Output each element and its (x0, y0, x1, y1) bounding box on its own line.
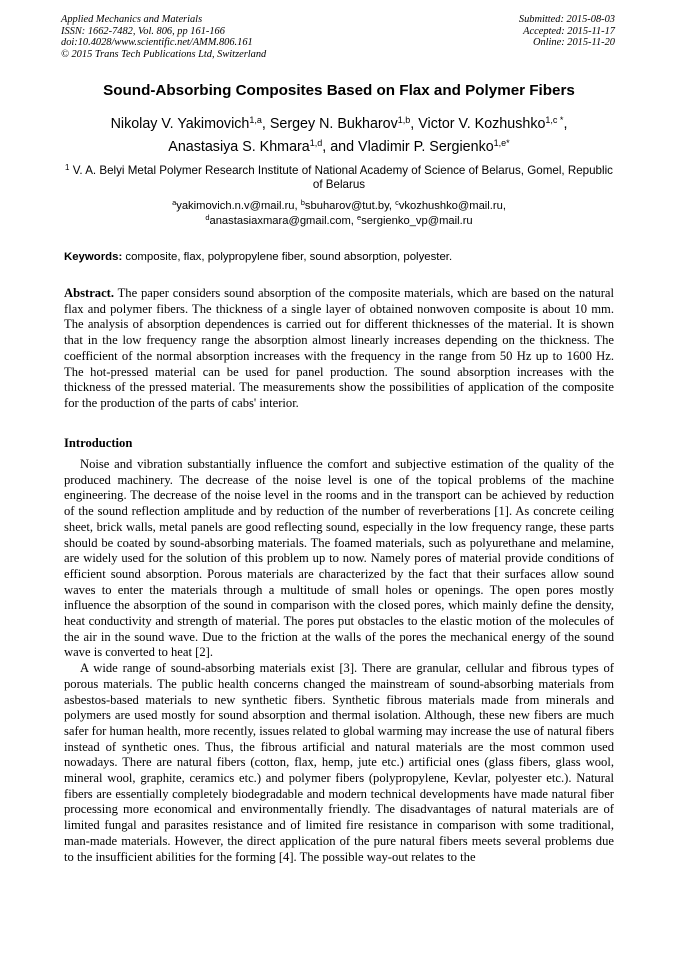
author-affiliation-mark: 1,b (397, 115, 411, 125)
author-name: Anastasiya S. Khmara (168, 139, 310, 155)
introduction-body (64, 457, 614, 865)
email-address: sergienko_vp@mail.ru (361, 214, 473, 227)
author-affiliation-mark: 1,e* (493, 138, 510, 148)
email-line-2 (60, 214, 618, 229)
keywords-label: Keywords: (64, 251, 123, 263)
journal-issn: ISSN: 1662-7482, Vol. 806, pp 161-166 (61, 25, 225, 37)
author-line-1 (30, 113, 648, 136)
introduction-paragraph: A wide range of sound-absorbing materials exist [3]. There are granular, cellular and fibrous types of porous materials. The public health concerns changed the mainstream of sound-absorbing materials from asbestos-based materials to new synthetic fibers. Synthetic fibrous materials made from minerals and polymers are used mostly for sound absorption and thermal isolation. Although, these new fibers are much safer for human health, more recently, issues related to global warming may increase the use of natural fibers instead of synthetic ones. Thus, the fibrous artificial and natural materials are the most common used nowadays. There are natural fibers (cotton, flax, hemp, jute etc.) artificial ones (glass fibers, glass wool, mineral wool, graphite, ceramics etc.) and polymer fibers (polypropylene, Kevlar, polyester etc.). Natural fibers are essentially completely biodegradable and modern technical developments have made natural fiber processing more economical and environmentally friendly. The disadvantages of natural materials are of limited fungal and parasites resistance and of limited fire resistance in comparison with some traditional, man-made materials. However, the direct application of the pure natural fibers meets several problems due to the insufficient abilities for the forming [4]. The possible way-out relates to the (64, 661, 614, 864)
author-affiliation-mark: 1,a (249, 115, 262, 125)
author-name: Vladimir P. Sergienko (358, 139, 494, 155)
author-separator: , and (322, 139, 359, 155)
email-mark: b (300, 198, 305, 207)
abstract (64, 286, 614, 412)
author-separator: , (261, 116, 270, 132)
keywords-text: composite, flax, polypropylene fiber, sound absorption, polyester. (122, 251, 453, 263)
author-line-2 (30, 136, 648, 159)
email-mark: a (172, 198, 177, 207)
abstract-label: Abstract. (64, 286, 115, 300)
submission-dates (395, 14, 615, 49)
email-mark: c (395, 198, 399, 207)
email-mark: d (205, 212, 210, 222)
introduction-paragraph: Noise and vibration substantially influence the comfort and subjective estimation of the quality of the produced machinery. The decrease of the noise level is one of the topical problems of the machine engineering. The decrease of the noise level in the rooms and in the transport can be achieved by reduction of the sound reflection amplitude and by reduction of the number of reverberations [1]. As concrete ceiling sheet, brick walls, metal panels are good reflecting sound, especially in the low frequency range, these parts should be coated by sound-absorbing materials. The foamed materials, such as polyurethane and melamine, are widely used for the solution of this problem up to now. Namely pores of material provide conditions of efficient sound absorption. Porous materials are characterized by the fact that their surfaces allow sound waves to enter the materials through a multitude of small holes or openings. The open pores mostly influence the absorption of the sound in comparison with the closed pores, which mainly define the density, heat conductivity and strength of material. The pores put obstacles to the elastic motion of the molecules of the air in the sound wave. Due to the friction at the walls of the pores the mechanical energy of the sound wave is converted to heat [2]. (64, 457, 614, 660)
author-name: Nikolay V. Yakimovich (110, 116, 250, 132)
journal-doi: doi:10.4028/www.scientific.net/AMM.806.161 (61, 37, 253, 49)
author-list (30, 113, 648, 159)
affiliation-mark: 1 (65, 163, 70, 172)
email-line-1 (60, 199, 618, 214)
email-address: yakimovich.n.v@mail.ru, (176, 200, 301, 212)
journal-info (61, 14, 381, 60)
author-name: Sergey N. Bukharov (269, 116, 398, 132)
author-emails (60, 199, 618, 228)
email-address: vkozhushko@mail.ru, (398, 200, 506, 212)
email-mark: e (357, 212, 362, 222)
introduction-heading: Introduction (64, 436, 133, 450)
author-separator: , (563, 116, 568, 132)
online-date: Online: 2015-11-20 (532, 37, 615, 49)
journal-copyright: © 2015 Trans Tech Publications Ltd, Switzerland (61, 48, 267, 60)
author-separator: , (410, 116, 419, 132)
accepted-date: Accepted: 2015-11-17 (523, 25, 615, 37)
journal-name: Applied Mechanics and Materials (61, 14, 203, 25)
author-affiliation-mark: 1,d (309, 138, 323, 148)
affiliation (60, 164, 618, 192)
author-affiliation-mark: 1,c * (545, 115, 564, 125)
email-address: sbuharov@tut.by, (304, 200, 396, 212)
paper-title: Sound-Absorbing Composites Based on Flax and Polymer Fibers (103, 82, 575, 99)
submitted-date: Submitted: 2015-08-03 (518, 14, 615, 25)
affiliation-text: V. A. Belyi Metal Polymer Research Institute of National Academy of Science of Belarus, Gomel, Republic of Belarus (69, 164, 613, 191)
abstract-text: The paper considers sound absorption of the composite materials, which are based on the natural flax and polymer fibers. The thickness of a single layer of obtained nonwoven composite is about 10 mm. The analysis of absorption dependences is carried out for different thicknesses of the material. It is shown that in the low frequency range the absorption almost linearly increases depending on the thickness. The coefficient of the normal absorption increases with the frequency in the range from 50 Hz up to 1600 Hz. The hot-pressed material can be used for panel production. The sound absorption increases with the thickness of the pressed material. The measurements show the possibilities of application of the composite for the production of the parts of cabs' interior. (64, 286, 614, 410)
author-name: Victor V. Kozhushko (418, 116, 546, 132)
keywords (64, 250, 614, 264)
email-address: anastasiaxmara@gmail.com, (209, 214, 358, 227)
